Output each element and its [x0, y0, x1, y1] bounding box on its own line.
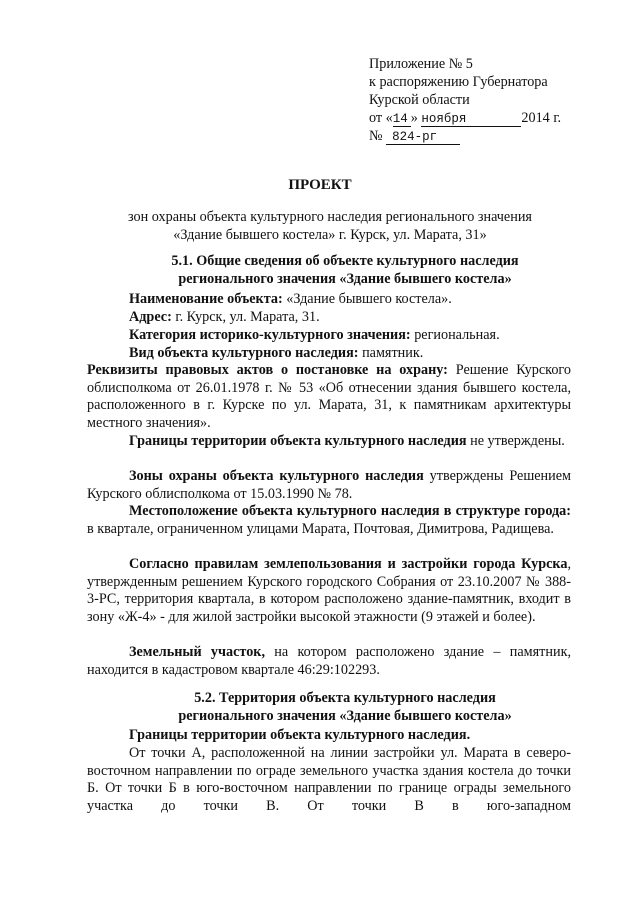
section-1-heading-line-1: 5.1. Общие сведения об объекте культурного наследия: [171, 253, 519, 269]
territory-borders: [87, 433, 571, 451]
section-2-heading-line-2: регионального значения «Здание бывшего костела»: [178, 708, 512, 724]
section-2-heading: [100, 689, 590, 725]
approval-line-3: Курской области: [369, 92, 470, 108]
protection-zones: [87, 468, 571, 503]
document-subtitle: [100, 208, 560, 244]
land-plot: [87, 644, 571, 679]
object-name-label: Наименование объекта:: [129, 291, 283, 307]
object-type: [87, 345, 571, 363]
object-category: [87, 327, 571, 345]
territory-borders-label: Границы территории объекта культурного наследия: [129, 433, 467, 449]
number-value: 824-рг: [386, 130, 460, 145]
section-1-heading: [100, 252, 590, 288]
subtitle-line-1: зон охраны объекта культурного наследия регионального значения: [128, 209, 532, 225]
protection-zones-label: Зоны охраны объекта культурного наследия: [129, 468, 424, 484]
approval-line-1: Приложение № 5: [369, 56, 473, 72]
section-1-heading-line-2: регионального значения «Здание бывшего костела»: [178, 271, 512, 287]
date-month: ноября: [421, 112, 521, 127]
land-use-rules-value: , утвержденным решением Курского городского Собрания от 23.10.2007 № 388-3-РС, территория квартала, в котором расположено здание-памятник, входит в зону «Ж-4» - для жилой застройки высокой этажности (9 этажей и более).: [87, 556, 571, 625]
land-use-rules: [87, 556, 571, 626]
territory-borders-value: не утверждены.: [466, 433, 565, 449]
land-use-rules-label: Согласно правилам землепользования и застройки города Курска: [129, 556, 568, 572]
object-address: [87, 309, 571, 327]
date-day: 14: [393, 112, 411, 127]
object-name-value: «Здание бывшего костела».: [282, 291, 452, 307]
section-2-text: От точки А, расположенной на линии застройки ул. Марата в северо-восточном направлении по ограде земельного участка здания костела до точки Б. От точки Б в юго-восточном направлении по границе ограды земельного участка до точки В. От точки В в юго-западном: [87, 745, 571, 814]
object-location-value: в квартале, ограниченном улицами Марата, Почтовая, Димитрова, Радищева.: [87, 520, 554, 537]
section-2-borders-heading: [87, 727, 571, 745]
approval-stamp: [369, 55, 599, 145]
date-mid: »: [410, 110, 422, 126]
land-plot-label: Земельный участок,: [129, 644, 266, 660]
section-2-heading-line-1: 5.2. Территория объекта культурного наследия: [194, 690, 496, 706]
land-plot-value: на котором расположено здание – памятник, находится в кадастровом квартале 46:29:102293.: [87, 644, 572, 678]
address-label: Адрес:: [129, 309, 172, 325]
subtitle-line-2: «Здание бывшего костела» г. Курск, ул. Марата, 31»: [173, 227, 487, 243]
approval-number: [369, 127, 599, 145]
protection-zones-value: утверждены Решением Курского облисполкома от 15.03.1990 № 78.: [87, 468, 571, 502]
object-location-label: Местоположение объекта культурного наследия в структуре города:: [129, 503, 571, 519]
section-2-borders-heading-text: Границы территории объекта культурного наследия.: [129, 727, 471, 743]
legal-acts: [87, 362, 571, 432]
approval-date: [369, 109, 599, 127]
category-label: Категория историко-культурного значения:: [129, 327, 411, 343]
document-title: ПРОЕКТ: [288, 177, 352, 193]
category-value: региональная.: [410, 327, 500, 343]
date-year: 2014 г.: [521, 110, 562, 126]
type-value: памятник.: [358, 345, 424, 361]
legal-acts-label: Реквизиты правовых актов о постановке на охрану:: [87, 362, 448, 378]
type-label: Вид объекта культурного наследия:: [129, 345, 359, 361]
date-prefix: от «: [369, 110, 393, 126]
object-name: [87, 291, 571, 309]
approval-line-2: к распоряжению Губернатора: [369, 74, 548, 90]
legal-acts-value: Решение Курского облисполкома от 26.01.1978 г. № 53 «Об отнесении здания бывшего костела, расположенного в г. Курске по ул. Марата, 31, к памятникам архитектуры местного значения».: [87, 362, 571, 431]
object-location: [87, 503, 571, 538]
address-value: г. Курск, ул. Марата, 31.: [171, 309, 320, 325]
number-prefix: №: [369, 128, 383, 144]
